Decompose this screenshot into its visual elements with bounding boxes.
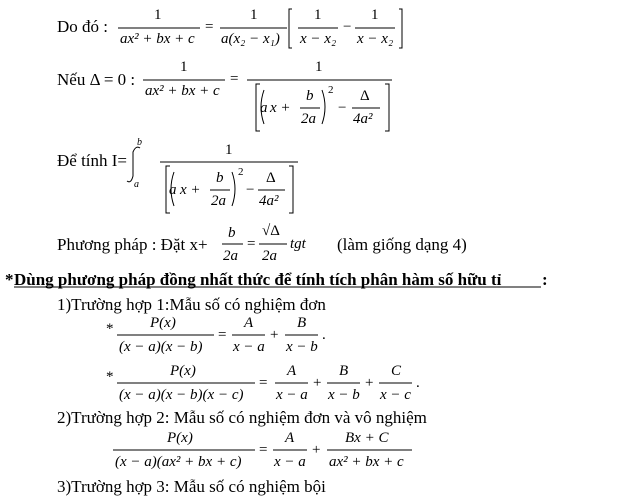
l1-den-quad: ax² + bx + c — [120, 31, 195, 47]
c1b-eq: = — [259, 375, 268, 391]
l4-eq: = — [247, 236, 256, 252]
l2-2a: 2a — [301, 111, 316, 127]
c1a-x-a: x − a — [233, 339, 265, 355]
l3-delta: Δ — [266, 170, 276, 186]
c1a-A: A — [244, 315, 254, 331]
l2-num-2: 1 — [315, 59, 323, 75]
c2-A: A — [285, 430, 295, 446]
l3-num-1: 1 — [225, 142, 233, 158]
l2-delta: Δ — [360, 88, 370, 104]
c1b-x-c: x − c — [380, 387, 411, 403]
c2-den: (x − a)(ax² + bx + c) — [115, 454, 242, 470]
l1-eq: = — [205, 19, 214, 35]
l4-sqrt-delta: √Δ — [262, 223, 280, 239]
c1a-eq: = — [218, 327, 227, 343]
c1a-plus: + — [270, 327, 279, 343]
c1b-A: A — [287, 363, 297, 379]
l2-minus: − — [338, 100, 347, 116]
l1-minus: − — [343, 19, 352, 35]
l1-den-x-x2b: x − x₂ — [357, 31, 394, 47]
case2-title: 2)Trường hợp 2: Mẫu số có nghiệm đơn và vô nghiệm — [57, 408, 427, 427]
l2-x-plus: x + — [270, 100, 291, 116]
c1b-den: (x − a)(x − b)(x − c) — [119, 387, 244, 403]
l3-minus: − — [246, 182, 255, 198]
c1b-B: B — [339, 363, 349, 379]
c1a-dot: . — [322, 327, 326, 343]
c1b-star: * — [106, 369, 114, 385]
c1a-B: B — [297, 315, 307, 331]
l3-int-upper: b — [137, 137, 142, 148]
c1a-star: * — [106, 321, 114, 337]
l3-4a2: 4a² — [259, 193, 279, 209]
c1b-num: P(x) — [170, 363, 196, 379]
line4-label: Phương pháp : Đặt x+ — [57, 235, 208, 254]
l3-b: b — [216, 170, 224, 186]
l2-a: a — [260, 100, 268, 116]
heading-star: * — [5, 270, 14, 289]
c1b-C: C — [391, 363, 402, 379]
c1b-x-a: x − a — [276, 387, 308, 403]
l4-2a-b: 2a — [262, 248, 277, 264]
c2-Bx-C: Bx + C — [345, 430, 389, 446]
l1-den-a-x2-x1: a(x₂ − x₁) — [221, 31, 280, 47]
section-heading: Dùng phương pháp đồng nhất thức để tính tích phân hàm số hữu tỉ — [14, 270, 502, 289]
l1-num-1: 1 — [154, 7, 162, 23]
c1a-x-b: x − b — [286, 339, 318, 355]
l3-a: a — [169, 182, 177, 198]
heading-colon: : — [542, 270, 548, 289]
c2-plus: + — [312, 442, 321, 458]
c1b-plus1: + — [313, 375, 322, 391]
c1a-den: (x − a)(x − b) — [119, 339, 203, 355]
case1-title: 1)Trường hợp 1:Mẫu số có nghiệm đơn — [57, 295, 326, 314]
c1b-plus2: + — [365, 375, 374, 391]
l3-int-lower: a — [134, 179, 139, 190]
l4-tgt: tgt — [290, 236, 306, 252]
c1a-num: P(x) — [150, 315, 176, 331]
c2-eq: = — [259, 442, 268, 458]
l1-num-4: 1 — [371, 7, 379, 23]
c1b-dot: . — [416, 375, 420, 391]
l2-den-quad: ax² + bx + c — [145, 83, 220, 99]
l4-b: b — [228, 225, 236, 241]
c2-x-a: x − a — [274, 454, 306, 470]
line2-label: Nếu Δ = 0 : — [57, 70, 136, 89]
l2-num-1: 1 — [180, 59, 188, 75]
l3-x-plus: x + — [180, 182, 201, 198]
line3-label: Để tính I= — [57, 151, 128, 170]
l1-num-3: 1 — [314, 7, 322, 23]
l3-2a: 2a — [211, 193, 226, 209]
l2-sq: 2 — [328, 84, 334, 96]
l1-den-x-x2: x − x₂ — [300, 31, 337, 47]
line4-note: (làm giống dạng 4) — [337, 235, 467, 254]
c1b-x-b: x − b — [328, 387, 360, 403]
l2-b: b — [306, 88, 314, 104]
l2-4a2: 4a² — [353, 111, 373, 127]
case3-title: 3)Trường hợp 3: Mẫu số có nghiệm bội — [57, 477, 326, 496]
c2-num: P(x) — [167, 430, 193, 446]
l4-2a: 2a — [223, 248, 238, 264]
l3-sq: 2 — [238, 166, 244, 178]
c2-den-quad: ax² + bx + c — [329, 454, 404, 470]
line1-label: Do đó : — [57, 17, 108, 36]
l2-eq: = — [230, 71, 239, 87]
l1-num-2: 1 — [250, 7, 258, 23]
